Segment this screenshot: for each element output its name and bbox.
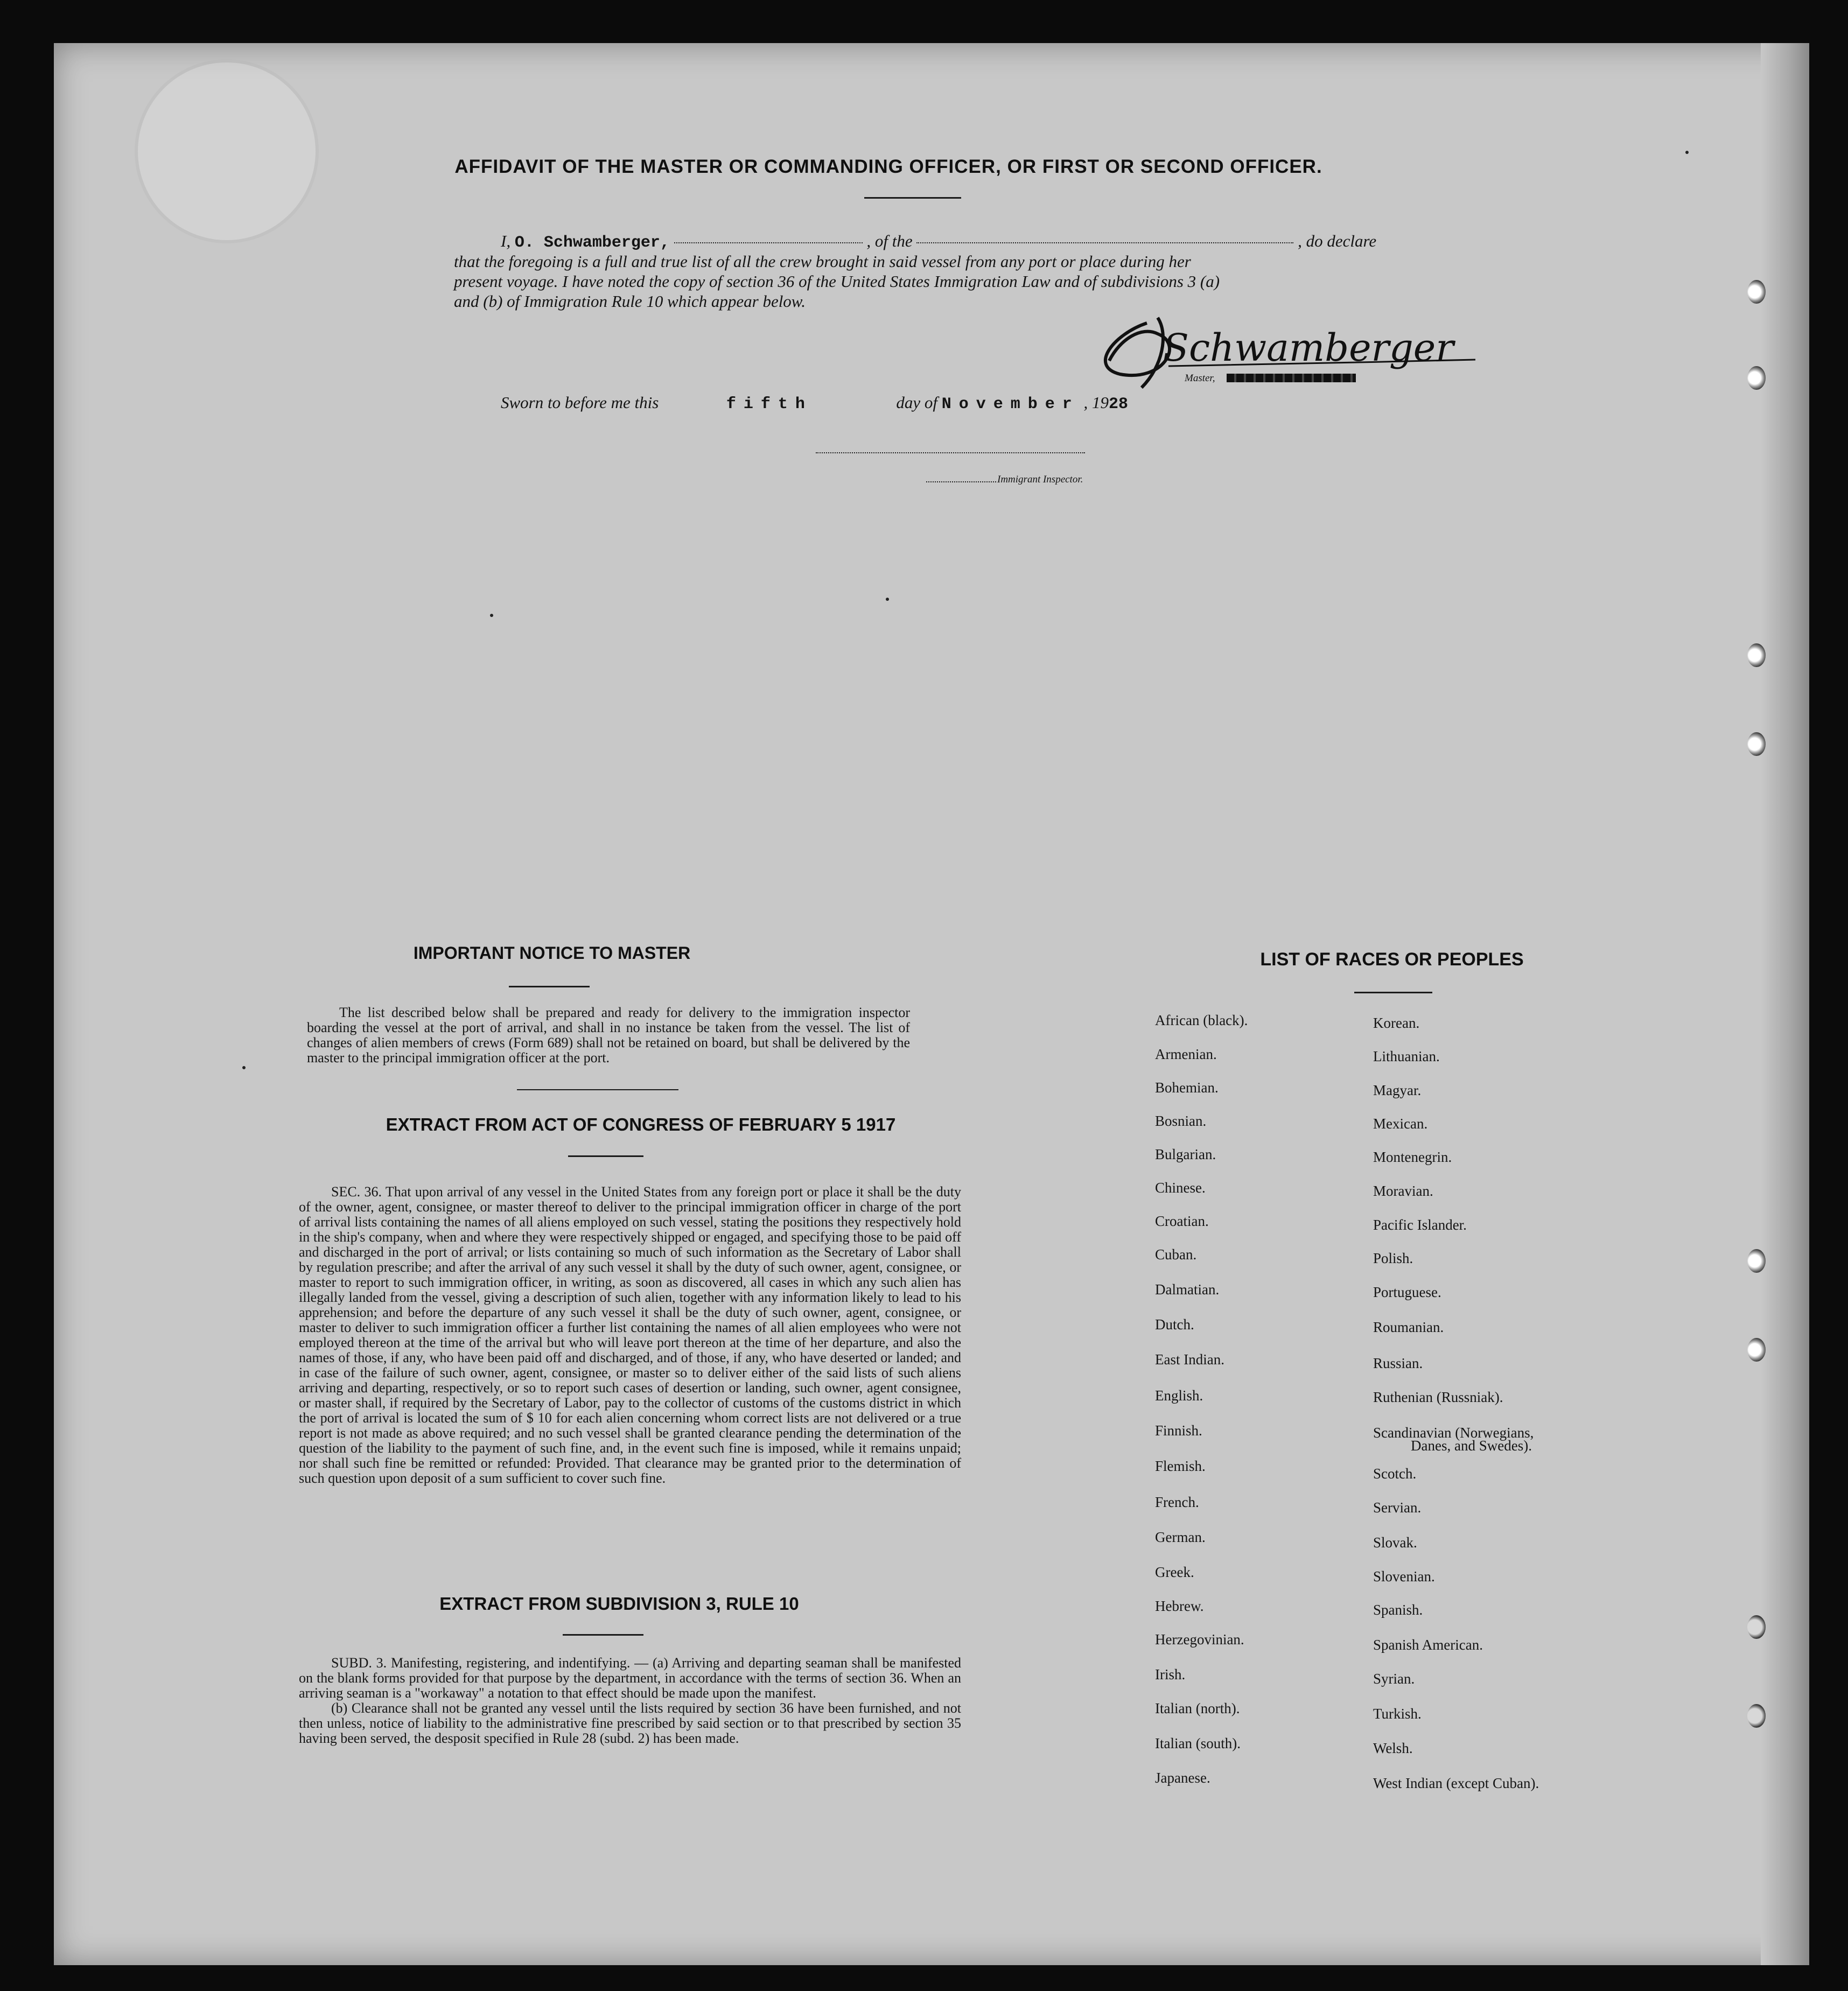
race-left-item: Armenian. <box>1155 1046 1217 1062</box>
race-right-item: Slovenian. <box>1373 1568 1435 1585</box>
signature-text: Schwamberger <box>1163 326 1454 370</box>
affidavit-line-4: and (b) of Immigration Rule 10 which appear below. <box>454 292 806 311</box>
race-left-item: Croatian. <box>1155 1213 1209 1229</box>
race-right-item: Scandinavian (Norwegians, <box>1373 1425 1534 1441</box>
sworn-year-prefix: , 19 <box>1083 393 1109 412</box>
race-left-item: Bulgarian. <box>1155 1146 1216 1162</box>
inspector-caption-line <box>926 481 996 482</box>
binder-hole <box>1747 732 1766 756</box>
inspector-signature-line <box>816 452 1085 453</box>
rule-paragraph-a: SUBD. 3. Manifesting, registering, and indentifying. — (a) Arriving and departing seaman shall be manifested on the blank forms provided for that purpose by the department, in accordance with the terms of section 36. When an arriving seaman is a "workaway" a notation to that effect should be made upon the manifest. <box>299 1655 961 1701</box>
struck-title <box>1227 374 1356 382</box>
rule-rule <box>563 1634 643 1636</box>
race-right-item: Spanish. <box>1373 1602 1423 1618</box>
race-right-item: Moravian. <box>1373 1183 1433 1199</box>
binder-hole <box>1747 366 1766 390</box>
document-page <box>54 43 1809 1965</box>
notice-rule <box>509 986 590 987</box>
race-right-item: West Indian (except Cuban). <box>1373 1775 1539 1791</box>
inspector-caption: Immigrant Inspector. <box>997 474 1083 485</box>
rule-paragraph-b: (b) Clearance shall not be granted any vessel until the lists required by section 36 have been furnished, and not then unless, notice of liability to the administrative fine prescribed by said section or to that prescribed by section 35 having been served, the desposit specified in Rule 28 (subd. 2) has been made. <box>299 1700 961 1746</box>
race-right-item: Syrian. <box>1373 1671 1415 1687</box>
race-right-item: Servian. <box>1373 1499 1422 1516</box>
rule-text <box>299 1656 961 1746</box>
race-left-item: Japanese. <box>1155 1770 1210 1786</box>
affidavit-line-1 <box>501 232 1376 252</box>
affidavit-of-the: , of the <box>866 232 913 250</box>
sworn-year: 28 <box>1109 395 1129 413</box>
race-right-item: Ruthenian (Russniak). <box>1373 1389 1503 1405</box>
act-rule <box>568 1155 643 1157</box>
race-left-item: Irish. <box>1155 1666 1186 1682</box>
race-left-item: English. <box>1155 1387 1203 1404</box>
sworn-month: November <box>941 395 1080 413</box>
binder-hole <box>1747 1338 1766 1362</box>
race-left-item: Greek. <box>1155 1564 1194 1580</box>
race-right-item: Roumanian. <box>1373 1319 1444 1335</box>
sworn-day: fifth <box>726 395 813 413</box>
race-right-item: Portuguese. <box>1373 1284 1441 1300</box>
race-right-item: Pacific Islander. <box>1373 1217 1467 1233</box>
affidavit-rule <box>864 197 961 199</box>
race-left-item: Flemish. <box>1155 1458 1206 1474</box>
race-left-item: Cuban. <box>1155 1246 1197 1263</box>
race-right-item: Korean. <box>1373 1015 1420 1031</box>
affidavit-prefix: I, <box>501 232 511 250</box>
race-right-item: Welsh. <box>1373 1740 1413 1756</box>
race-right-item: Slovak. <box>1373 1534 1417 1551</box>
race-left-item: Herzegovinian. <box>1155 1631 1244 1648</box>
binder-hole <box>1747 643 1766 667</box>
race-right-item: Mexican. <box>1373 1116 1428 1132</box>
binder-hole <box>1747 280 1766 304</box>
notice-divider <box>517 1089 678 1090</box>
race-left-item: African (black). <box>1155 1012 1248 1028</box>
race-right-item: Scotch. <box>1373 1466 1417 1482</box>
race-right-item: Danes, and Swedes). <box>1411 1438 1532 1454</box>
signature-caption: Master, <box>1185 373 1215 384</box>
race-left-item: Finnish. <box>1155 1422 1202 1439</box>
race-left-item: Bohemian. <box>1155 1079 1219 1096</box>
race-left-item: Dutch. <box>1155 1316 1194 1333</box>
race-left-item: Dalmatian. <box>1155 1281 1220 1298</box>
page-edge-shadow <box>1761 43 1809 1965</box>
faded-seal <box>135 59 319 243</box>
act-text <box>299 1184 961 1486</box>
act-title: EXTRACT FROM ACT OF CONGRESS OF FEBRUARY 5 1917 <box>386 1114 896 1134</box>
race-left-item: East Indian. <box>1155 1351 1224 1368</box>
race-right-item: Montenegrin. <box>1373 1149 1452 1165</box>
race-right-item: Turkish. <box>1373 1706 1422 1722</box>
affidavit-title: AFFIDAVIT OF THE MASTER OR COMMANDING OFFICER, OR FIRST OR SECOND OFFICER. <box>454 156 1322 177</box>
races-rule <box>1354 992 1432 993</box>
notice-paragraph: The list described below shall be prepared and ready for delivery to the immigration inspector boarding the vessel at the port of arrival, and shall in no instance be taken from the vessel. The list of changes of alien members of crews (Form 689) shall not be retained on board, but shall be delivered by the master to the principal immigration officer at the port. <box>307 1005 910 1065</box>
race-left-item: Italian (north). <box>1155 1700 1240 1716</box>
race-left-item: Italian (south). <box>1155 1735 1241 1751</box>
binder-hole <box>1747 1249 1766 1273</box>
sworn-day-of: day of <box>896 393 937 412</box>
binder-hole <box>1747 1704 1766 1728</box>
act-paragraph: SEC. 36. That upon arrival of any vessel in the United States from any foreign port or place it shall be the duty of the owner, agent, consignee, or master thereof to deliver to the principal immigration officer in charge of the port of arrival lists containing the names of all aliens employed on such vessel, stating the positions they respectively hold in the ship's company, when and where they were respectively shipped or engaged, and specifying those to be paid off and discharged in the port of arrival; or lists containing so much of such information as the Secretary of Labor shall by regulation prescribe; and after the arrival of any such vessel it shall by the duty of such owner, agent, consignee, or master to report to such immigration officer, in writing, as soon as discovered, all cases in which any such alien has illegally landed from the vessel, giving a description of such alien, together with any information likely to lead to his apprehension; and before the departure of any such vessel it shall be the duty of such owner, agent, consignee, or master to deliver to such immigration officer a further list containing the names of all alien employees who were not employed thereon at the time of the arrival but who will leave port thereon at the time of her departure, and also the names of those, if any, who have been paid off and discharged, and of those, if any, who have deserted or landed; and in case of the failure of such owner, agent, consignee, or master so to deliver either of the said lists of such aliens arriving and departing, respectively, or so to report such cases of desertion or landing, such owner, agent consignee, or master shall, if required by the Secretary of Labor, pay to the collector of customs of the customs district in which the port of arrival is located the sum of $ 10 for each alien concerning whom correct lists are not delivered or a true report is not made as above required; and no such vessel shall be granted clearance pending the determination of the question of the liability to the payment of such fine, and, in the event such fine is imposed, while it remains unpaid; nor shall such fine be remitted or refunded: Provided. That clearance may be granted prior to the determination of such question upon deposit of a sum sufficient to cover such fine. <box>299 1184 961 1486</box>
race-right-item: Lithuanian. <box>1373 1048 1440 1064</box>
race-left-item: Bosnian. <box>1155 1113 1207 1129</box>
race-right-item: Spanish American. <box>1373 1637 1483 1653</box>
race-right-item: Polish. <box>1373 1250 1413 1266</box>
race-right-item: Russian. <box>1373 1355 1423 1371</box>
sworn-line <box>501 393 1128 413</box>
race-left-item: French. <box>1155 1494 1199 1510</box>
rule-title: EXTRACT FROM SUBDIVISION 3, RULE 10 <box>439 1594 799 1614</box>
races-title: LIST OF RACES OR PEOPLES <box>1260 949 1524 970</box>
race-left-item: Chinese. <box>1155 1180 1206 1196</box>
notice-title: IMPORTANT NOTICE TO MASTER <box>413 943 691 963</box>
affidavit-declare: , do declare <box>1298 232 1377 250</box>
affidavit-line-2: that the foregoing is a full and true list of all the crew brought in said vessel from any port or place during her <box>454 252 1191 271</box>
race-right-item: Magyar. <box>1373 1082 1422 1098</box>
affidavit-line-3: present voyage. I have noted the copy of section 36 of the United States Immigration Law and of subdivisions 3 (a) <box>454 272 1220 291</box>
binder-hole <box>1747 1615 1766 1639</box>
race-left-item: Hebrew. <box>1155 1598 1204 1614</box>
notice-text <box>307 1005 910 1065</box>
sworn-prefix: Sworn to before me this <box>501 393 659 412</box>
master-name: O. Schwamberger, <box>514 234 670 252</box>
race-left-item: German. <box>1155 1529 1206 1545</box>
